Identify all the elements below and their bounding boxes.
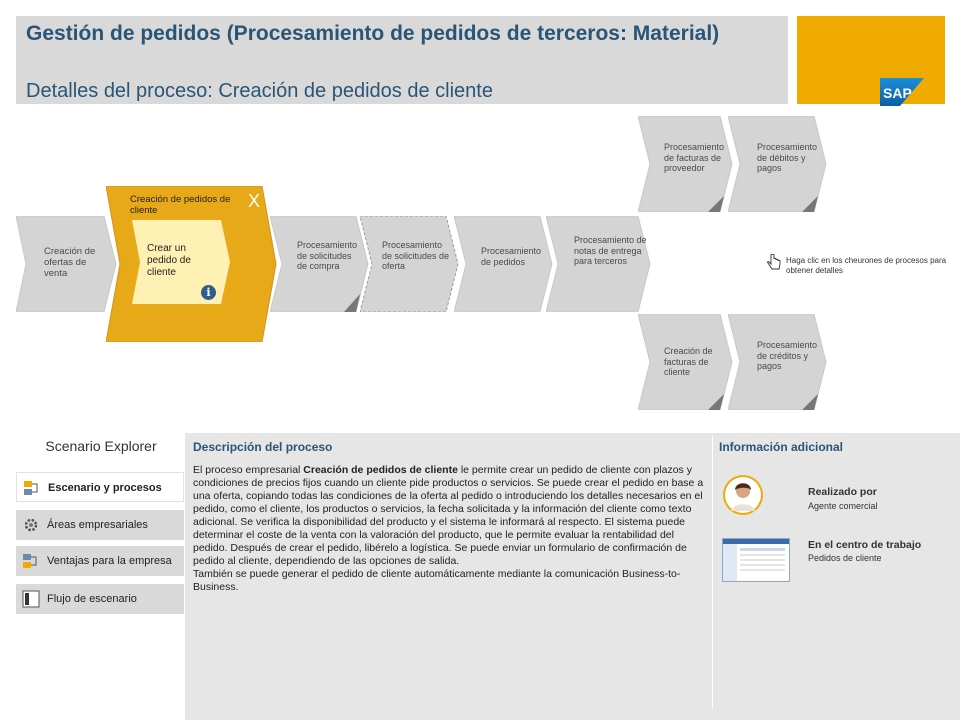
work-center-value: Pedidos de cliente bbox=[808, 553, 882, 563]
active-group-label: Creación de pedidos de cliente bbox=[130, 194, 231, 216]
role-label: Realizado por bbox=[808, 486, 877, 498]
page-subtitle: Detalles del proceso: Creación de pedidos de cliente bbox=[26, 80, 493, 102]
description-text: El proceso empresarial Creación de pedidos de cliente le permite crear un pedido de cliente con plazos y condiciones de precios fijos cuando un cliente pide productos o servicios. Se puede crear el pedido en base a una oferta, copiando todas las condiciones de la oferta al pedido o introduciendo los detalles necesarios en el pedido, como el cliente, los productos o servicios, la fecha solicitada y la información del cliente como texto adicional. Se verifica la disponibilidad del producto y el sistema le informará al respecto. El sistema puede determinar el coste de la venta con la valoración del producto, que le permite evaluar la rentabilidad del pedido. Después de crear el pedido, libérelo a logística. Se puede enviar un formulario de confirmación de pedido al cliente, dependiendo de las opciones de salida. También se puede generar el pedido de cliente automáticamente mediante la comunicación Business-to-Business. bbox=[193, 464, 704, 593]
chevron-debit-label: Procesamiento de débitos y pagos bbox=[757, 142, 818, 173]
info-icon[interactable]: i bbox=[201, 285, 216, 300]
hint-text: Haga clic en los cheurones de procesos para obtener detalles bbox=[786, 256, 947, 275]
work-center-thumbnail[interactable] bbox=[722, 538, 790, 582]
chevron-delivery-label: Procesamiento de notas de entrega para terceros bbox=[574, 235, 647, 266]
chevron-rfq-label: Procesamiento de solicitudes de oferta bbox=[382, 240, 450, 271]
explorer-item-scenario[interactable] bbox=[16, 472, 184, 502]
scenario-icon bbox=[23, 479, 41, 497]
chevron-quote-label: Creación de ofertas de venta bbox=[44, 246, 96, 279]
chevron-credit-label: Procesamiento de créditos y pagos bbox=[757, 340, 818, 371]
role-value: Agente comercial bbox=[808, 501, 878, 511]
active-step-label[interactable]: Crear un pedido de cliente bbox=[147, 243, 191, 278]
scenario-explorer-title: Scenario Explorer bbox=[45, 438, 157, 454]
hand-pointer-icon bbox=[766, 254, 782, 272]
chevron-vendor-invoice-label: Procesamiento de facturas de proveedor bbox=[664, 142, 725, 173]
sap-logo bbox=[880, 78, 924, 106]
explorer-item-label: Áreas empresariales bbox=[47, 519, 148, 531]
benefits-icon bbox=[22, 552, 40, 570]
explorer-item-label: Flujo de escenario bbox=[47, 593, 137, 605]
gear-icon bbox=[22, 516, 40, 534]
explorer-item-areas[interactable] bbox=[16, 510, 184, 540]
explorer-item-label: Escenario y procesos bbox=[48, 482, 162, 494]
explorer-item-label: Ventajas para la empresa bbox=[47, 555, 172, 567]
chevron-purchase-req-label: Procesamiento de solicitudes de compra bbox=[297, 240, 358, 271]
flow-icon bbox=[22, 590, 40, 608]
additional-info-heading: Información adicional bbox=[719, 440, 844, 454]
panel-divider bbox=[712, 436, 713, 708]
close-icon[interactable]: X bbox=[248, 191, 261, 211]
page-title: Gestión de pedidos (Procesamiento de pedidos de terceros: Material) bbox=[26, 22, 720, 45]
chevron-po-label: Procesamiento de pedidos bbox=[481, 246, 542, 267]
description-heading: Descripción del proceso bbox=[193, 440, 333, 454]
svg-text:SAP: SAP bbox=[883, 85, 912, 101]
work-center-label: En el centro de trabajo bbox=[808, 539, 922, 551]
explorer-item-benefits[interactable] bbox=[16, 546, 184, 576]
agent-avatar bbox=[723, 475, 763, 515]
explorer-item-flow[interactable] bbox=[16, 584, 184, 614]
chevron-customer-invoice-label: Creación de facturas de cliente bbox=[664, 346, 713, 377]
